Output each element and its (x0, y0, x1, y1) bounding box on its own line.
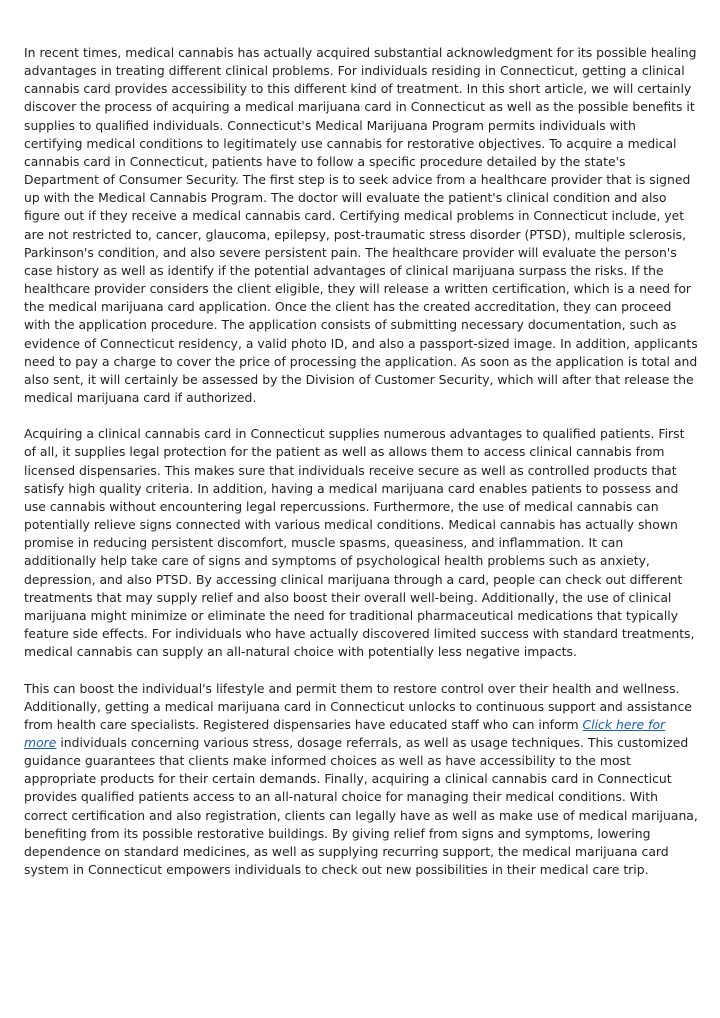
paragraph-1: In recent times, medical cannabis has actually acquired substantial acknowledgment for its possible healing advantages in treating different clinical problems. For individuals residing in Connecticut, getting a clinical cannabis card provides accessibility to this different kind of treatment. In this short article, we will certainly discover the process of acquiring a medical marijuana card in Connecticut as well as the possible benefits it supplies to qualified individuals. Connecticut's Medical Marijuana Program permits individuals with certifying medical conditions to legitimately use cannabis for restorative objectives. To acquire a medical cannabis card in Connecticut, patients have to follow a specific procedure detailed by the state's Department of Consumer Security. The first step is to seek advice from a healthcare provider that is signed up with the Medical Cannabis Program. The doctor will evaluate the patient's clinical condition and also figure out if they receive a medical cannabis card. Certifying medical problems in Connecticut include, yet are not restricted to, cancer, glaucoma, epilepsy, post-traumatic stress disorder (PTSD), multiple sclerosis, Parkinson's condition, and also severe persistent pain. The healthcare provider will evaluate the person's case history as well as identify if the potential advantages of clinical marijuana surpass the risks. If the healthcare provider considers the client eligible, they will release a written certification, which is a need for the medical marijuana card application. Once the client has the created accreditation, they can proceed with the application procedure. The application consists of submitting necessary documentation, such as evidence of Connecticut residency, a valid photo ID, and also a passport-sized image. In addition, applicants need to pay a charge to cover the price of processing the application. As soon as the application is total and also sent, it will certainly be assessed by the Division of Customer Security, which will after that release the medical marijuana card if authorized. (24, 45, 698, 405)
paragraph-2: Acquiring a clinical cannabis card in Connecticut supplies numerous advantages to qualified patients. First of all, it supplies legal protection for the patient as well as allows them to access clinical cannabis from licensed dispensaries. This makes sure that individuals receive secure as well as controlled products that satisfy high quality criteria. In addition, having a medical marijuana card enables patients to possess and use cannabis without encountering legal repercussions. Furthermore, the use of medical cannabis can potentially relieve signs connected with various medical conditions. Medical cannabis has actually shown promise in reducing persistent discomfort, muscle spasms, queasiness, and inflammation. It can additionally help take care of signs and symptoms of psychological health problems such as anxiety, depression, and also PTSD. By accessing clinical marijuana through a card, people can check out different treatments that may supply relief and also boost their overall well-being. Additionally, the use of clinical marijuana might minimize or eliminate the need for traditional pharmaceutical medications that typically feature side effects. For individuals who have actually discovered limited success with standard treatments, medical cannabis can supply an all-natural choice with potentially less negative impacts. (24, 426, 695, 660)
paragraph-3-text-start: This can boost the individual's lifestyle and permit them to restore control over their health and wellness. Additionally, getting a medical marijuana card in Connecticut unlocks to continuous support and assistance from health care specialists. Registered dispensaries have educated staff who can inform (24, 680, 692, 732)
click-here-link[interactable]: Click here for more (24, 716, 666, 750)
paragraph-3 (24, 680, 698, 880)
paragraph-3-text-end: individuals concerning various stress, dosage referrals, as well as usage techniques. This customized guidance guarantees that clients make informed choices as well as have accessibility to the most appropriate products for their certain demands. Finally, acquiring a clinical cannabis card in Connecticut provides qualified patients access to an all-natural choice for managing their medical conditions. With correct certification and also registration, clients can legally have as well as make use of medical marijuana, benefiting from its possible restorative buildings. By giving relief from signs and symptoms, lowering dependence on standard medicines, as well as supplying recurring support, the medical marijuana card system in Connecticut empowers individuals to check out new possibilities in their medical care trip. (24, 735, 698, 878)
article-body (24, 44, 698, 897)
